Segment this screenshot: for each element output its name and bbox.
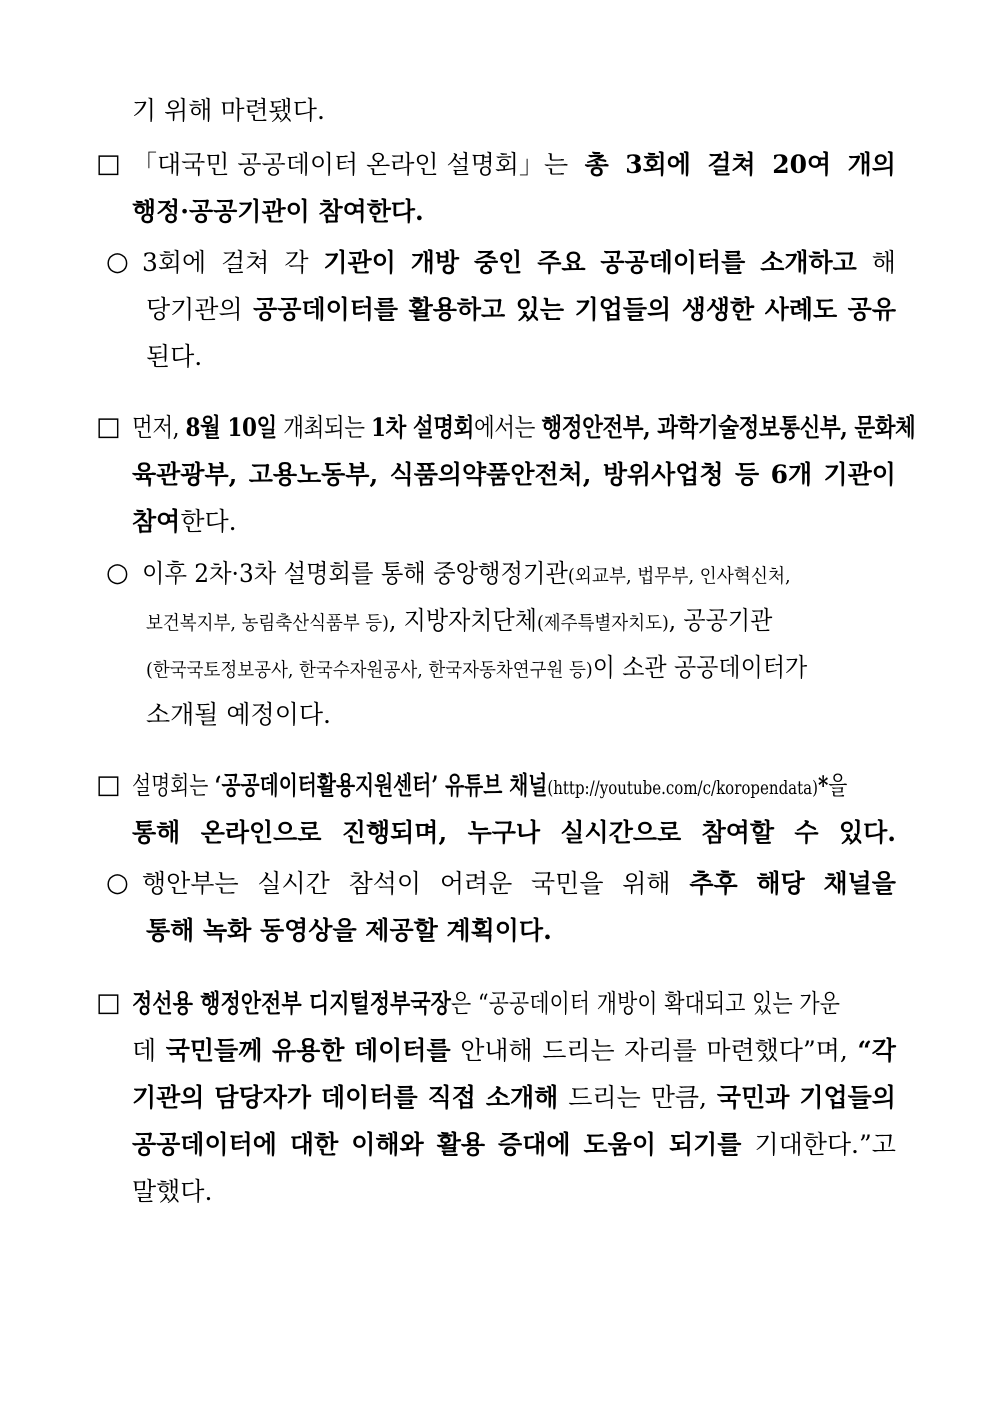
text-segment: 증대에 [498, 1130, 571, 1159]
text-segment: “각 [857, 1036, 896, 1065]
text-segment: 보건복지부, 농림축산식품부 등) [146, 612, 390, 634]
text-segment: 공공데이터에 [132, 1130, 277, 1159]
text-segment: 3회에 [625, 150, 691, 179]
channel-url: (http://youtube.com/c/koropendata) [547, 777, 818, 799]
paragraph-session-overview [96, 141, 896, 235]
text-segment: 「대국민 공공데이터 온라인 설명회」는 [132, 150, 569, 179]
text-segment: (제주특별자치도) [536, 612, 669, 634]
text-segment: 소개해 [485, 1083, 559, 1112]
paragraph-continuation [96, 87, 896, 134]
text-segment: 된다. [146, 342, 203, 371]
text-segment: 이해와 [351, 1130, 424, 1159]
text-segment: 기관이 [323, 248, 396, 277]
text-segment: 안내해 [460, 1036, 533, 1065]
circle-bullet-icon: ○ [106, 868, 129, 898]
text-segment: 되기를 [668, 1130, 742, 1159]
text-segment: 등 [735, 460, 760, 489]
text-segment: 행안부는 [142, 869, 239, 898]
text-segment: 개최되는 [283, 413, 365, 442]
text-segment: 통해 녹화 동영상을 제공할 계획이다. [146, 916, 552, 945]
text-segment: 공유 [847, 295, 896, 324]
text-segment: 걸쳐 [221, 248, 270, 277]
text-segment: 있다. [838, 818, 896, 847]
text-segment: 직접 [427, 1083, 476, 1112]
text-segment: 데 [132, 1036, 157, 1065]
circle-bullet-icon: ○ [106, 558, 129, 588]
text-segment: (한국국토정보공사, 한국수자원공사, 한국자동차연구원 등) [146, 659, 593, 681]
paragraph-session-content [106, 239, 896, 380]
text-segment: 추후 [689, 869, 738, 898]
text-segment: 1차 설명회 [371, 413, 474, 442]
paragraph-director-quote [96, 980, 896, 1215]
text-segment: 먼저, [132, 413, 180, 442]
text-segment: 있는 [515, 295, 565, 324]
text-segment: 마련했다”며, [706, 1036, 848, 1065]
text-segment: 공공데이터를 [253, 295, 399, 324]
text-segment: 참여 [132, 507, 181, 536]
text-segment: 자리를 [624, 1036, 697, 1065]
text-segment: 개방 [410, 248, 460, 277]
text-segment: 도움이 [583, 1130, 656, 1159]
text-segment: 실시간 [257, 869, 330, 898]
continuation-text: 기 위해 마련됐다. [132, 96, 325, 125]
text-segment: 참여할 [701, 818, 775, 847]
text-segment: 6개 [770, 460, 813, 489]
text-segment: 설명회는 [132, 771, 209, 800]
text-segment: 온라인으로 [200, 818, 322, 847]
text-segment: 채널을 [823, 869, 896, 898]
text-segment: 유용한 [271, 1036, 345, 1065]
text-segment: 중인 [473, 248, 523, 277]
square-bullet-icon: □ [96, 770, 121, 800]
text-segment: 수 [794, 818, 819, 847]
text-segment: 걸쳐 [707, 150, 756, 179]
square-bullet-icon: □ [96, 412, 121, 442]
text-segment: 각 [284, 248, 309, 277]
text-segment: 기업들의 [799, 1083, 896, 1112]
text-segment: 총 [584, 150, 609, 179]
text-segment: 은 “공공데이터 개방이 확대되고 있는 가운 [450, 989, 840, 1018]
text-segment: 소개하고 [760, 248, 857, 277]
text-segment: 대한 [289, 1130, 339, 1159]
channel-name: ‘공공데이터활용지원센터’ 유튜브 채널 [214, 771, 548, 800]
text-segment: (외교부, 법무부, 인사혁신처, [567, 565, 791, 587]
text-segment: 주요 [537, 248, 586, 277]
text-segment: 육관광부, [132, 460, 238, 489]
text-segment: 담당자가 [214, 1083, 312, 1112]
text-segment: 활용 [436, 1130, 486, 1159]
text-segment: 해 [871, 248, 896, 277]
text-segment: 20여 [772, 150, 832, 179]
text-segment: 한다. [180, 507, 237, 536]
text-segment: 누구나 [467, 818, 541, 847]
text-segment: 데이터를 [321, 1083, 418, 1112]
text-segment: 당기관의 [146, 295, 243, 324]
text-segment: 말했다. [132, 1177, 213, 1206]
paragraph-recording [106, 860, 896, 954]
text-segment: 기대한다.”고 [754, 1130, 896, 1159]
text-segment: 행정안전부, 과학기술정보통신부, 문화체 [541, 413, 916, 442]
text-segment: 고용노동부, [248, 460, 379, 489]
text-segment: 어려운 [439, 869, 513, 898]
text-segment: 만큼, [650, 1083, 707, 1112]
text-segment: 을 [828, 771, 848, 800]
text-segment: 방위사업청 [602, 460, 724, 489]
paragraph-later-sessions [106, 550, 896, 738]
text-segment: 에서는 [473, 413, 535, 442]
text-segment: 기관의 [132, 1083, 205, 1112]
text-segment: 드리는 [568, 1083, 641, 1112]
text-segment: 국민들께 [165, 1036, 263, 1065]
text-segment: 3회에 [142, 248, 207, 277]
text-segment: 이 소관 공공데이터가 [592, 653, 808, 682]
circle-bullet-icon: ○ [106, 247, 129, 277]
text-segment: 기업들의 [574, 295, 672, 324]
text-segment: 데이터를 [354, 1036, 451, 1065]
session-date: 8월 10일 [185, 413, 277, 442]
text-segment: 활용하고 [408, 295, 506, 324]
text-segment: 공공데이터를 [600, 248, 746, 277]
text-segment: 생생한 [681, 295, 755, 324]
text-segment: 드리는 [542, 1036, 615, 1065]
square-bullet-icon: □ [96, 149, 121, 179]
text-segment: 참석이 [348, 869, 422, 898]
text-segment: 사례도 [764, 295, 838, 324]
paragraph-first-session [96, 404, 916, 545]
text-segment: 이후 2차·3차 설명회를 통해 중앙행정기관 [142, 559, 568, 588]
text-segment: 통해 [132, 818, 181, 847]
speaker-name: 정선용 행정안전부 디지털정부국장 [132, 989, 451, 1018]
text-segment: 소개될 예정이다. [146, 700, 331, 729]
text-segment: 개의 [847, 150, 896, 179]
text-segment: 실시간으로 [560, 818, 682, 847]
text-segment: 국민과 [716, 1083, 790, 1112]
text-segment: , 지방자치단체 [389, 606, 537, 635]
text-segment: 식품의약품안전처, [389, 460, 592, 489]
text-segment: 위해 [622, 869, 671, 898]
text-segment: , 공공기관 [668, 606, 773, 635]
paragraph-youtube-channel [96, 762, 896, 856]
text-segment: 행정·공공기관이 참여한다. [132, 197, 424, 226]
text-segment: 기관이 [823, 460, 896, 489]
text-segment: 진행되며, [341, 818, 448, 847]
text-segment: 해당 [756, 869, 805, 898]
text-segment: 국민을 [531, 869, 604, 898]
footnote-mark: * [817, 771, 829, 800]
square-bullet-icon: □ [96, 988, 121, 1018]
